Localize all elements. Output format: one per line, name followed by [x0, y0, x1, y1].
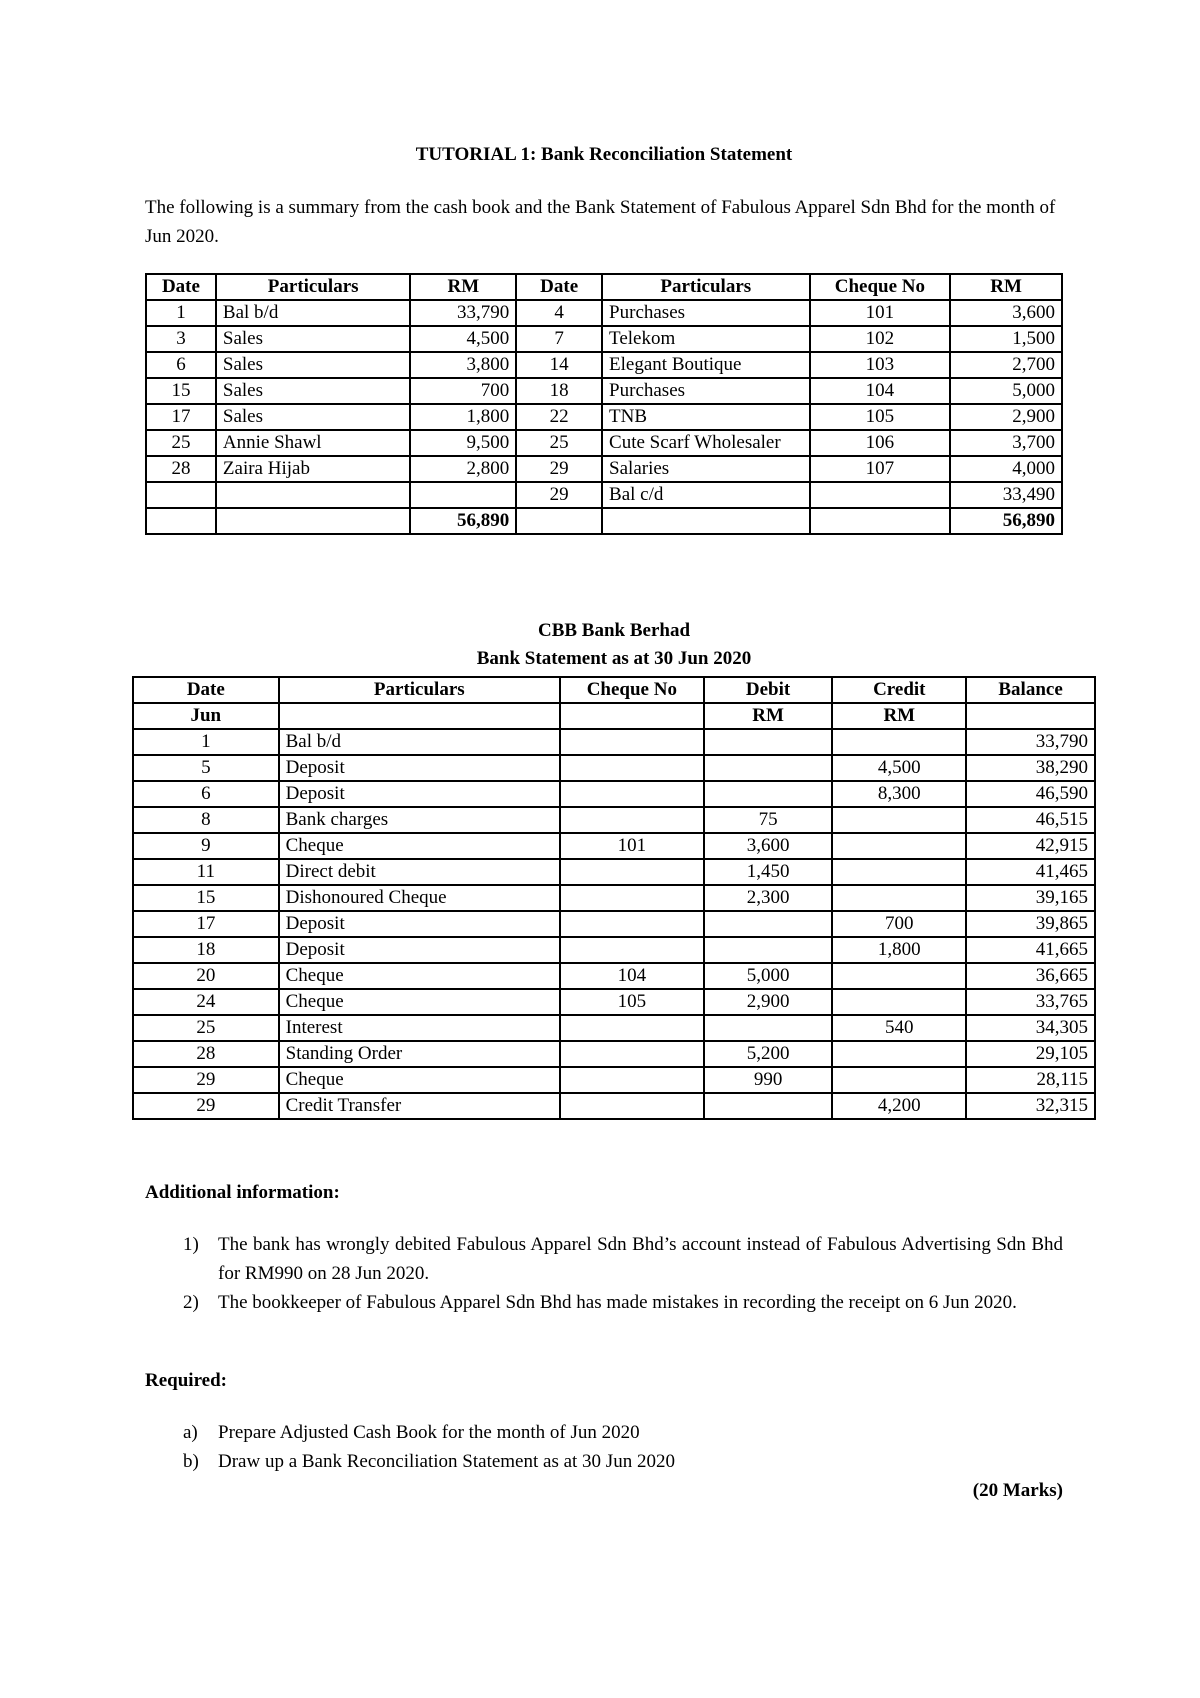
table-cell: 36,665: [966, 963, 1095, 989]
column-subheader: Jun: [133, 703, 279, 729]
table-cell: 28: [146, 456, 216, 482]
table-row: [146, 404, 1062, 430]
list-text: Prepare Adjusted Cash Book for the month of Jun 2020: [218, 1422, 640, 1443]
table-cell: 3,600: [950, 300, 1062, 326]
additional-info-list: [145, 1230, 1063, 1317]
table-cell: 42,915: [966, 833, 1095, 859]
column-subheader: [966, 703, 1095, 729]
page-title: TUTORIAL 1: Bank Reconciliation Statement: [415, 144, 793, 165]
table-cell: 4,500: [410, 326, 516, 352]
column-header: Date: [133, 677, 279, 703]
table-cell: 9: [133, 833, 279, 859]
table-cell: 2,800: [410, 456, 516, 482]
table-cell: 17: [133, 911, 279, 937]
table-cell: 103: [810, 352, 951, 378]
total-cell: [216, 508, 411, 534]
table-cell: Bank charges: [279, 807, 560, 833]
list-number: b): [183, 1451, 199, 1472]
table-row: [133, 1067, 1095, 1093]
table-cell: 2,900: [950, 404, 1062, 430]
table-row: [133, 859, 1095, 885]
list-item: [145, 1230, 1063, 1288]
table-cell: 7: [516, 326, 602, 352]
table-cell: 28,115: [966, 1067, 1095, 1093]
table-cell: 39,865: [966, 911, 1095, 937]
table-row: [133, 833, 1095, 859]
table-cell: [832, 859, 966, 885]
table-cell: Purchases: [602, 300, 809, 326]
table-cell: Deposit: [279, 911, 560, 937]
required-heading: Required:: [145, 1370, 227, 1391]
table-cell: 6: [146, 352, 216, 378]
list-item: [145, 1288, 1063, 1317]
table-cell: [810, 482, 951, 508]
table-cell: [560, 755, 704, 781]
table-cell: 75: [704, 807, 833, 833]
bank-name: CBB Bank Berhad: [537, 620, 691, 641]
table-cell: 1,800: [410, 404, 516, 430]
table-cell: 29,105: [966, 1041, 1095, 1067]
table-cell: 3,600: [704, 833, 833, 859]
total-cell: 56,890: [410, 508, 516, 534]
table-row: [133, 1041, 1095, 1067]
table-cell: 46,590: [966, 781, 1095, 807]
bank-header-row: [133, 677, 1095, 703]
table-cell: 14: [516, 352, 602, 378]
column-header: Credit: [832, 677, 966, 703]
table-cell: [832, 885, 966, 911]
table-row: [133, 781, 1095, 807]
table-cell: 33,790: [966, 729, 1095, 755]
table-cell: 102: [810, 326, 951, 352]
total-cell: [146, 508, 216, 534]
cash-book-header-row: [146, 274, 1062, 300]
total-cell: [810, 508, 951, 534]
table-cell: 101: [810, 300, 951, 326]
table-cell: [704, 1093, 833, 1119]
table-cell: 24: [133, 989, 279, 1015]
table-cell: Annie Shawl: [216, 430, 411, 456]
table-cell: 29: [133, 1093, 279, 1119]
table-cell: Telekom: [602, 326, 809, 352]
table-cell: Sales: [216, 326, 411, 352]
table-cell: [832, 833, 966, 859]
total-cell: [516, 508, 602, 534]
table-cell: Bal c/d: [602, 482, 809, 508]
table-cell: 32,315: [966, 1093, 1095, 1119]
column-subheader: RM: [832, 703, 966, 729]
table-cell: 25: [516, 430, 602, 456]
list-text: Draw up a Bank Reconciliation Statement as at 30 Jun 2020: [218, 1451, 675, 1472]
table-cell: 4: [516, 300, 602, 326]
table-cell: Sales: [216, 404, 411, 430]
table-cell: 104: [810, 378, 951, 404]
column-header: Date: [516, 274, 602, 300]
intro-paragraph: The following is a summary from the cash book and the Bank Statement of Fabulous Apparel Sdn Bhd for the month of Jun 2020.: [145, 197, 1056, 247]
column-header: RM: [410, 274, 516, 300]
table-cell: 101: [560, 833, 704, 859]
table-row: [146, 300, 1062, 326]
table-cell: 3,800: [410, 352, 516, 378]
table-cell: 5,200: [704, 1041, 833, 1067]
table-cell: 29: [516, 482, 602, 508]
cash-book-table: [145, 273, 1063, 535]
table-cell: 4,000: [950, 456, 1062, 482]
table-cell: Bal b/d: [216, 300, 411, 326]
table-cell: [560, 885, 704, 911]
table-row: [133, 937, 1095, 963]
bank-subheader-row: [133, 703, 1095, 729]
list-number: a): [183, 1422, 198, 1443]
table-cell: [560, 1093, 704, 1119]
table-row: [146, 378, 1062, 404]
table-cell: [704, 937, 833, 963]
table-cell: [832, 989, 966, 1015]
table-cell: 38,290: [966, 755, 1095, 781]
table-cell: Cheque: [279, 963, 560, 989]
table-row: [146, 456, 1062, 482]
table-cell: [560, 781, 704, 807]
table-cell: [704, 781, 833, 807]
table-row: [146, 352, 1062, 378]
table-cell: [560, 911, 704, 937]
table-cell: 46,515: [966, 807, 1095, 833]
table-cell: [832, 1041, 966, 1067]
list-number: 1): [183, 1234, 199, 1255]
table-cell: 1,800: [832, 937, 966, 963]
table-cell: 105: [810, 404, 951, 430]
table-cell: 25: [146, 430, 216, 456]
table-cell: [704, 1015, 833, 1041]
table-cell: 29: [516, 456, 602, 482]
table-cell: Interest: [279, 1015, 560, 1041]
table-cell: 6: [133, 781, 279, 807]
table-cell: 700: [410, 378, 516, 404]
table-cell: 8: [133, 807, 279, 833]
table-cell: 25: [133, 1015, 279, 1041]
table-cell: 15: [133, 885, 279, 911]
table-cell: [832, 963, 966, 989]
table-row: [133, 1093, 1095, 1119]
table-cell: 5,000: [704, 963, 833, 989]
table-row: [146, 430, 1062, 456]
table-cell: Cute Scarf Wholesaler: [602, 430, 809, 456]
list-item: [145, 1418, 1063, 1447]
table-cell: 17: [146, 404, 216, 430]
table-cell: [832, 729, 966, 755]
table-cell: Sales: [216, 378, 411, 404]
bank-statement-subtitle: Bank Statement as at 30 Jun 2020: [476, 648, 752, 669]
table-cell: 540: [832, 1015, 966, 1041]
table-row: [133, 989, 1095, 1015]
table-cell: 29: [133, 1067, 279, 1093]
column-header: Cheque No: [560, 677, 704, 703]
table-cell: 33,765: [966, 989, 1095, 1015]
additional-info-heading: Additional information:: [145, 1182, 340, 1203]
table-cell: [560, 729, 704, 755]
table-cell: [704, 729, 833, 755]
table-cell: Credit Transfer: [279, 1093, 560, 1119]
table-cell: 34,305: [966, 1015, 1095, 1041]
column-header: Particulars: [602, 274, 809, 300]
table-row: [133, 963, 1095, 989]
total-cell: [602, 508, 809, 534]
table-cell: Deposit: [279, 781, 560, 807]
required-list: [145, 1418, 1063, 1476]
table-cell: [704, 755, 833, 781]
table-cell: TNB: [602, 404, 809, 430]
table-cell: 20: [133, 963, 279, 989]
table-cell: [560, 859, 704, 885]
table-cell: Cheque: [279, 989, 560, 1015]
column-subheader: [560, 703, 704, 729]
table-cell: 3,700: [950, 430, 1062, 456]
table-cell: 18: [133, 937, 279, 963]
table-cell: Bal b/d: [279, 729, 560, 755]
table-cell: 9,500: [410, 430, 516, 456]
table-cell: [832, 1067, 966, 1093]
table-cell: Sales: [216, 352, 411, 378]
column-subheader: RM: [704, 703, 833, 729]
table-cell: Cheque: [279, 833, 560, 859]
table-cell: [560, 1015, 704, 1041]
table-cell: 2,900: [704, 989, 833, 1015]
table-cell: Deposit: [279, 937, 560, 963]
list-item: [145, 1447, 1063, 1476]
table-cell: [560, 1067, 704, 1093]
table-cell: 28: [133, 1041, 279, 1067]
column-subheader: [279, 703, 560, 729]
table-row: [133, 885, 1095, 911]
table-cell: 2,300: [704, 885, 833, 911]
table-cell: 105: [560, 989, 704, 1015]
totals-row: [146, 508, 1062, 534]
total-cell: 56,890: [950, 508, 1062, 534]
table-cell: 41,665: [966, 937, 1095, 963]
table-cell: Cheque: [279, 1067, 560, 1093]
list-text: The bank has wrongly debited Fabulous Apparel Sdn Bhd’s account instead of Fabulous Advertising Sdn Bhd for RM990 on 28 Jun 2020.: [218, 1234, 1063, 1284]
column-header: Balance: [966, 677, 1095, 703]
table-cell: 990: [704, 1067, 833, 1093]
table-cell: [560, 937, 704, 963]
table-cell: 4,200: [832, 1093, 966, 1119]
table-cell: 106: [810, 430, 951, 456]
table-cell: 8,300: [832, 781, 966, 807]
table-row: [133, 807, 1095, 833]
column-header: Date: [146, 274, 216, 300]
table-cell: Zaira Hijab: [216, 456, 411, 482]
table-cell: 104: [560, 963, 704, 989]
table-cell: [560, 1041, 704, 1067]
table-cell: 107: [810, 456, 951, 482]
table-cell: 33,490: [950, 482, 1062, 508]
table-cell: 18: [516, 378, 602, 404]
table-cell: Dishonoured Cheque: [279, 885, 560, 911]
table-cell: 2,700: [950, 352, 1062, 378]
table-cell: Salaries: [602, 456, 809, 482]
table-cell: Standing Order: [279, 1041, 560, 1067]
table-cell: [146, 482, 216, 508]
table-row: [133, 755, 1095, 781]
table-cell: [832, 807, 966, 833]
table-cell: [216, 482, 411, 508]
table-cell: 1: [133, 729, 279, 755]
table-cell: 4,500: [832, 755, 966, 781]
table-cell: 39,165: [966, 885, 1095, 911]
table-cell: 33,790: [410, 300, 516, 326]
table-cell: Purchases: [602, 378, 809, 404]
table-cell: [704, 911, 833, 937]
table-row: [146, 482, 1062, 508]
list-text: The bookkeeper of Fabulous Apparel Sdn Bhd has made mistakes in recording the receipt on 6 Jun 2020.: [218, 1292, 1017, 1313]
table-cell: 700: [832, 911, 966, 937]
table-cell: [560, 807, 704, 833]
table-cell: 1,500: [950, 326, 1062, 352]
table-row: [133, 729, 1095, 755]
column-header: Cheque No: [810, 274, 951, 300]
table-cell: 3: [146, 326, 216, 352]
list-number: 2): [183, 1292, 199, 1313]
table-cell: 22: [516, 404, 602, 430]
table-cell: Elegant Boutique: [602, 352, 809, 378]
table-cell: 1: [146, 300, 216, 326]
table-row: [146, 326, 1062, 352]
table-cell: 1,450: [704, 859, 833, 885]
table-cell: 5: [133, 755, 279, 781]
bank-statement-table: [132, 676, 1096, 1120]
column-header: RM: [950, 274, 1062, 300]
table-cell: 11: [133, 859, 279, 885]
table-cell: 5,000: [950, 378, 1062, 404]
column-header: Debit: [704, 677, 833, 703]
marks-label: (20 Marks): [972, 1480, 1063, 1501]
table-cell: Deposit: [279, 755, 560, 781]
table-cell: Direct debit: [279, 859, 560, 885]
table-cell: 15: [146, 378, 216, 404]
table-cell: 41,465: [966, 859, 1095, 885]
column-header: Particulars: [216, 274, 411, 300]
table-row: [133, 911, 1095, 937]
column-header: Particulars: [279, 677, 560, 703]
table-cell: [410, 482, 516, 508]
table-row: [133, 1015, 1095, 1041]
